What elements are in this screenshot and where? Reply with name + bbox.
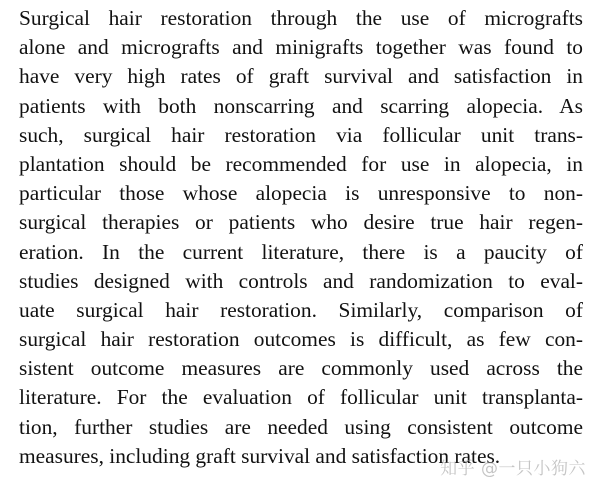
paragraph-line: have very high rates of graft survival and satisfaction in [19, 64, 583, 89]
paragraph-line: tion, further studies are needed using consistent outcome [19, 414, 583, 439]
paragraph-line: eration. In the current literature, there is a paucity of [19, 239, 583, 264]
paragraph-line: plantation should be recommended for use in alopecia, in [19, 151, 583, 176]
paragraph-line: uate surgical hair restoration. Similarly, comparison of [19, 297, 583, 322]
watermark: 知乎 @一只小狗六 [440, 459, 586, 479]
paragraph-line: Surgical hair restoration through the use of micrografts [19, 6, 583, 30]
paragraph-line: surgical therapies or patients who desire true hair regen- [19, 210, 583, 235]
paragraph-line: sistent outcome measures are commonly used across the [19, 356, 583, 381]
paragraph-line: studies designed with controls and randomization to eval- [19, 268, 583, 293]
paragraph-line: surgical hair restoration outcomes is difficult, as few con- [19, 327, 583, 352]
paragraph-line: particular those whose alopecia is unresponsive to non- [19, 181, 583, 206]
paragraph-line: alone and micrografts and minigrafts together was found to [19, 35, 583, 60]
paragraph-line: such, surgical hair restoration via follicular unit trans- [19, 122, 583, 147]
paragraph-line: measures, including graft survival and satisfaction rates. [19, 443, 501, 468]
paragraph-line: patients with both nonscarring and scarring alopecia. As [19, 93, 583, 118]
body-paragraph [19, 4, 583, 471]
paragraph-line: literature. For the evaluation of follicular unit transplanta- [19, 385, 583, 410]
